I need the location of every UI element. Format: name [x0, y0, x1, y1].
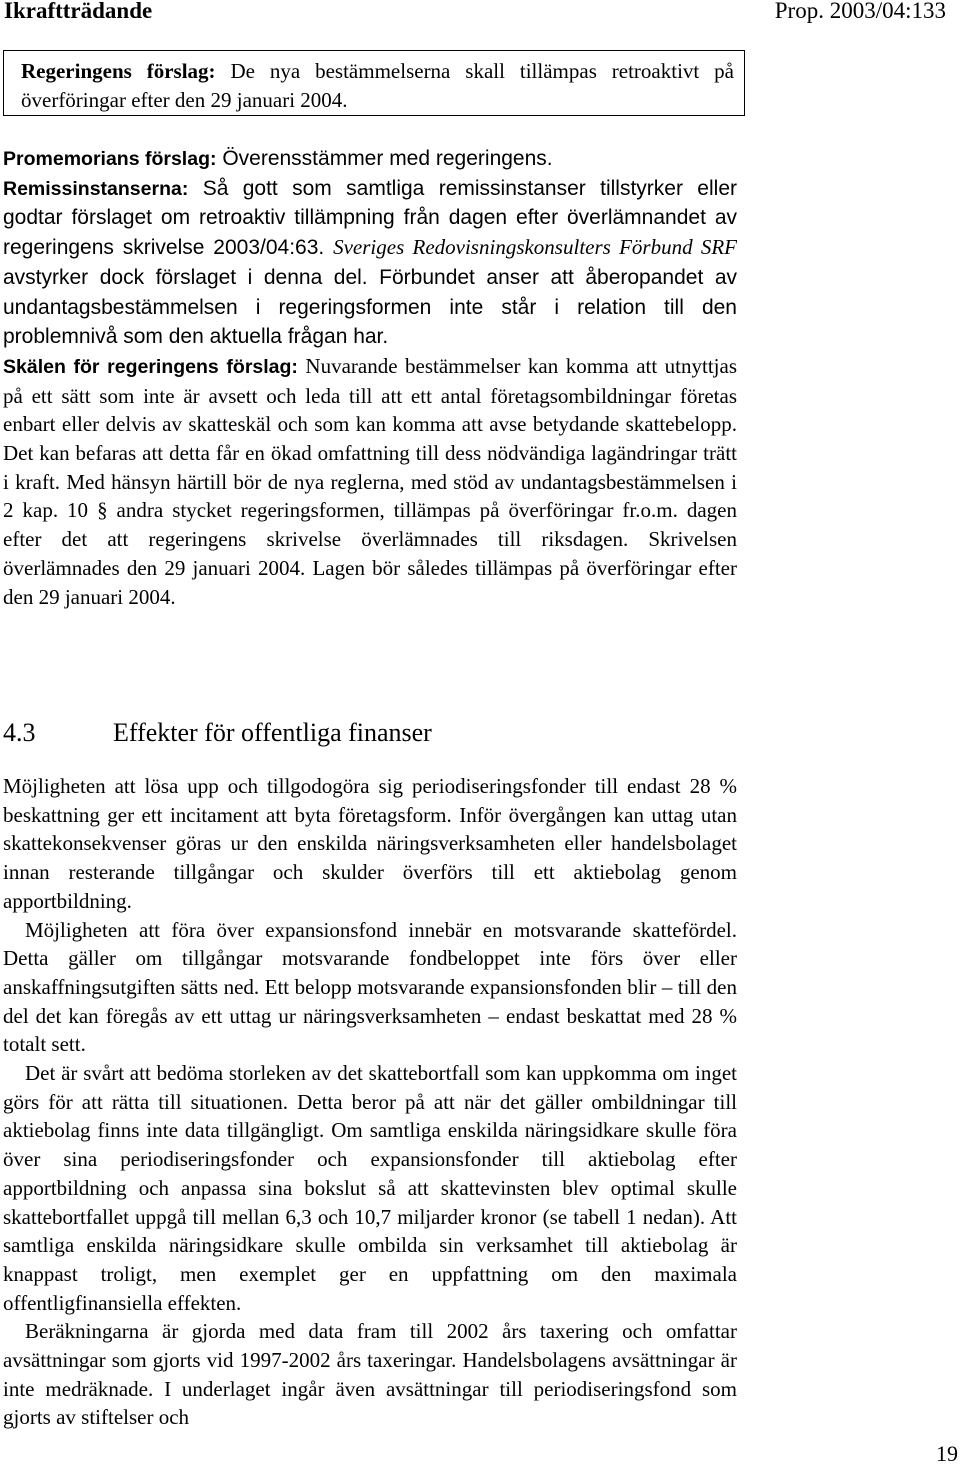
reasons-paragraph [3, 352, 737, 611]
reasons-label: Skälen för regeringens förslag: [3, 355, 298, 378]
running-header-title: Ikraftträdande [4, 0, 153, 23]
section-number: 4.3 [3, 718, 36, 747]
section-title: Effekter för offentliga finanser [113, 718, 432, 747]
running-header-document-id: Prop. 2003/04:133 [774, 0, 946, 23]
section-heading [3, 718, 743, 748]
memorandum-paragraph [3, 144, 737, 174]
referral-org-name: Sveriges Redovisningskonsulters Förbund SRF [333, 235, 738, 260]
referral-text-1: Så gott som samtliga remissinstanser tillstyrker eller godtar förslaget om retroaktiv tillämpning från dagen efter överlämnandet av regeringens skrivelse 2003/04:63. [3, 176, 737, 260]
body-paragraph: Möjligheten att föra över expansionsfond innebär en motsvarande skattefördel. Detta gäller om tillgångar motsvarande fondbeloppet inte förs över eller anskaffningsutgiften sätts ned. Ett belopp motsvarande expansionsfonden blir – till den del det kan föregås av ett uttag ur näringsverksamheten – endast beskattat med 28 % totalt sett. [3, 917, 737, 1057]
referral-paragraph [3, 174, 737, 352]
referral-label: Remissinstanserna: [3, 177, 189, 200]
referral-text-2: avstyrker dock förslaget i denna del. Förbundet anser att åberopandet av undantagsbestämmelsen i regeringsformen inte står i relation till den problemnivå som den aktuella frågan har. [3, 265, 737, 349]
memorandum-text: Överensstämmer med regeringens. [216, 147, 553, 170]
government-proposal-box [3, 50, 745, 116]
paragraph-symbol: § [97, 498, 108, 523]
memorandum-label: Promemorians förslag: [3, 148, 217, 170]
proposal-text: De nya bestämmelserna skall tillämpas retroaktivt på överföringar efter den 29 januari 2004. [21, 59, 734, 112]
reasons-text-1: Nuvarande bestämmelser kan komma att utnyttjas på ett sätt som inte är avsett och leda till att ett antal företagsombildningar företas enbart eller delvis av skatteskäl och som kan komma att avse betydande skattebelopp. Det kan befaras att detta får en ökad omfattning till dess nödvändiga lagändringar trätt i kraft. Med hänsyn härtill bör de nya reglerna, med stöd av undantagsbestämmelsen i 2 kap. 10 [3, 353, 737, 523]
body-paragraph: Det är svårt att bedöma storleken av det skattebortfall som kan uppkomma om inget görs för att rätta till situationen. Detta beror på att när det gäller ombildningar till aktiebolag finns inte data tillgängligt. Om samtliga enskilda näringsidkare skulle föra över sina periodiseringsfonder och expansionsfonder till aktiebolag efter apportbildning och anpassa sina bokslut så att skattevinsten blev optimal skulle skattebortfallet uppgå till mellan 6,3 och 10,7 miljarder kronor (se tabell 1 nedan). Att samtliga enskilda näringsidkare skulle ombilda sin verksamhet till aktiebolag är knappast troligt, men exemplet ger en uppfattning om den maximala offentligfinansiella effekten. [3, 1061, 737, 1315]
body-paragraph: Beräkningarna är gjorda med data fram till 2002 års taxering och omfattar avsättningar som gjorts vid 1997-2002 års taxeringar. Handelsbolagens avsättningar är inte medräknade. I underlaget ingår även avsättningar till periodiseringsfond som gjorts av stiftelser och [3, 1319, 737, 1430]
proposal-label: Regeringens förslag: [21, 59, 216, 83]
body-paragraph: Möjligheten att lösa upp och tillgodogöra sig periodiseringsfonder till endast 28 % beskattning ger ett incitament att byta företagsform. Inför övergången kan uttag utan skattekonsekvenser göras ur den enskilda näringsverksamheten eller handelsbolaget innan resterande tillgångar och skulder överförs till ett aktiebolag genom apportbildning. [3, 774, 737, 913]
reasons-text-2: andra stycket regeringsformen, tillämpas på överföringar fr.o.m. dagen efter det att regeringens skrivelse överlämnades till riksdagen. Skrivelsen överlämnades den 29 januari 2004. Lagen bör således tillämpas på överföringar efter den 29 januari 2004. [3, 498, 737, 609]
memorandum-and-referral-block [3, 144, 737, 611]
section-body [3, 772, 737, 1432]
page-number: 19 [936, 1441, 958, 1466]
